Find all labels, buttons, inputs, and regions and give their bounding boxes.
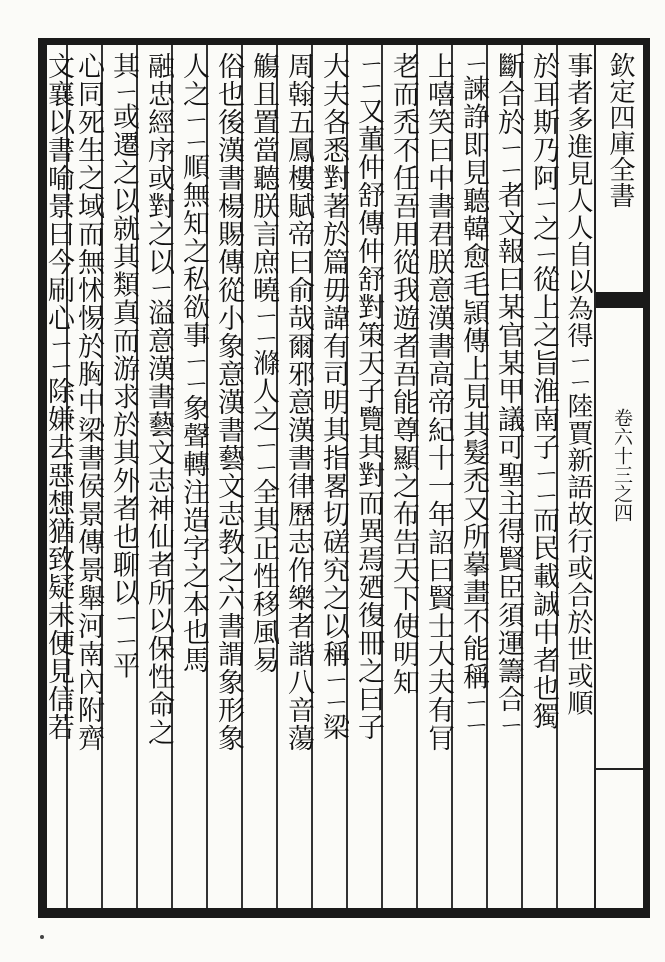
text-column: 老而禿不任吾用從我遊者吾能尊顯之布告天下使明知 [388, 52, 419, 696]
book-title: 欽定四庫全書 [605, 52, 635, 208]
volume-label: 卷六十三之四 [611, 408, 633, 522]
text-column: 周翰五鳳樓賦帝曰俞哉爾邪意漢書律歷志作樂者諧八音蕩 [283, 52, 314, 752]
frame-border-bottom [38, 908, 650, 918]
text-column: 觴且置當聽朕言庶曉ㄧㄧ滌人之ㄧㄧ全其正性移風易 [248, 52, 279, 675]
frame-border-top [38, 38, 650, 45]
text-column: 斷合於ㄧㄧ者文報曰某官某甲議可聖主得賢臣須運籌合ㄧ [493, 52, 524, 736]
text-column: 融忠經序或對之以ㄧ溢意漢書藝文志神仙者所以保性命之 [143, 52, 174, 747]
fishtail-mark [596, 292, 643, 308]
text-column: 上嘻笑曰中書君朕意漢書高帝紀十一年詔曰賢士大夫有肎 [423, 52, 454, 752]
text-column: 心同死生之域而無怵惕於胸中梁書侯景傳景舉河南內附齊 [73, 52, 104, 752]
text-column: 人之ㄧㄧ順無知之私欲事ㄧㄧ象聲轉注造字之本也馬 [178, 52, 209, 675]
text-column: 事者多進見人人自以為得ㄧㄧ陸賈新語故行或合於世或順 [563, 52, 593, 717]
text-column: 大夫各悉對著於篇毋諱有司明其指畧切磋究之以稱ㄧㄧ梁 [318, 52, 349, 742]
frame-border-right [643, 38, 650, 918]
ink-speck [40, 935, 44, 939]
text-column: ㄧㄧ又董仲舒傳仲舒對策天子覽其對而異焉廼復冊之曰子 [353, 52, 384, 742]
fishtail-lower-mark [596, 768, 643, 770]
text-column: 於耳斯乃阿ㄧ之ㄧ從上之旨淮南子ㄧㄧ而民載誠中者也獨 [528, 52, 559, 731]
text-column: 文襄以書喻景曰今刷心ㄧㄧ除嫌去惡想猶致疑未便見信若 [43, 52, 74, 742]
text-column: ㄧ諫諍即見聽韓愈毛頴傳上見其髮禿又所摹畫不能稱ㄧㄧ [458, 52, 489, 736]
text-column: 俗也後漢書楊賜傳從小象意漢書藝文志教之六書謂象形象 [213, 52, 244, 752]
text-column: 其ㄧ或遷之以就其類真而游求於其外者也聊以ㄧㄧ平 [108, 52, 139, 680]
